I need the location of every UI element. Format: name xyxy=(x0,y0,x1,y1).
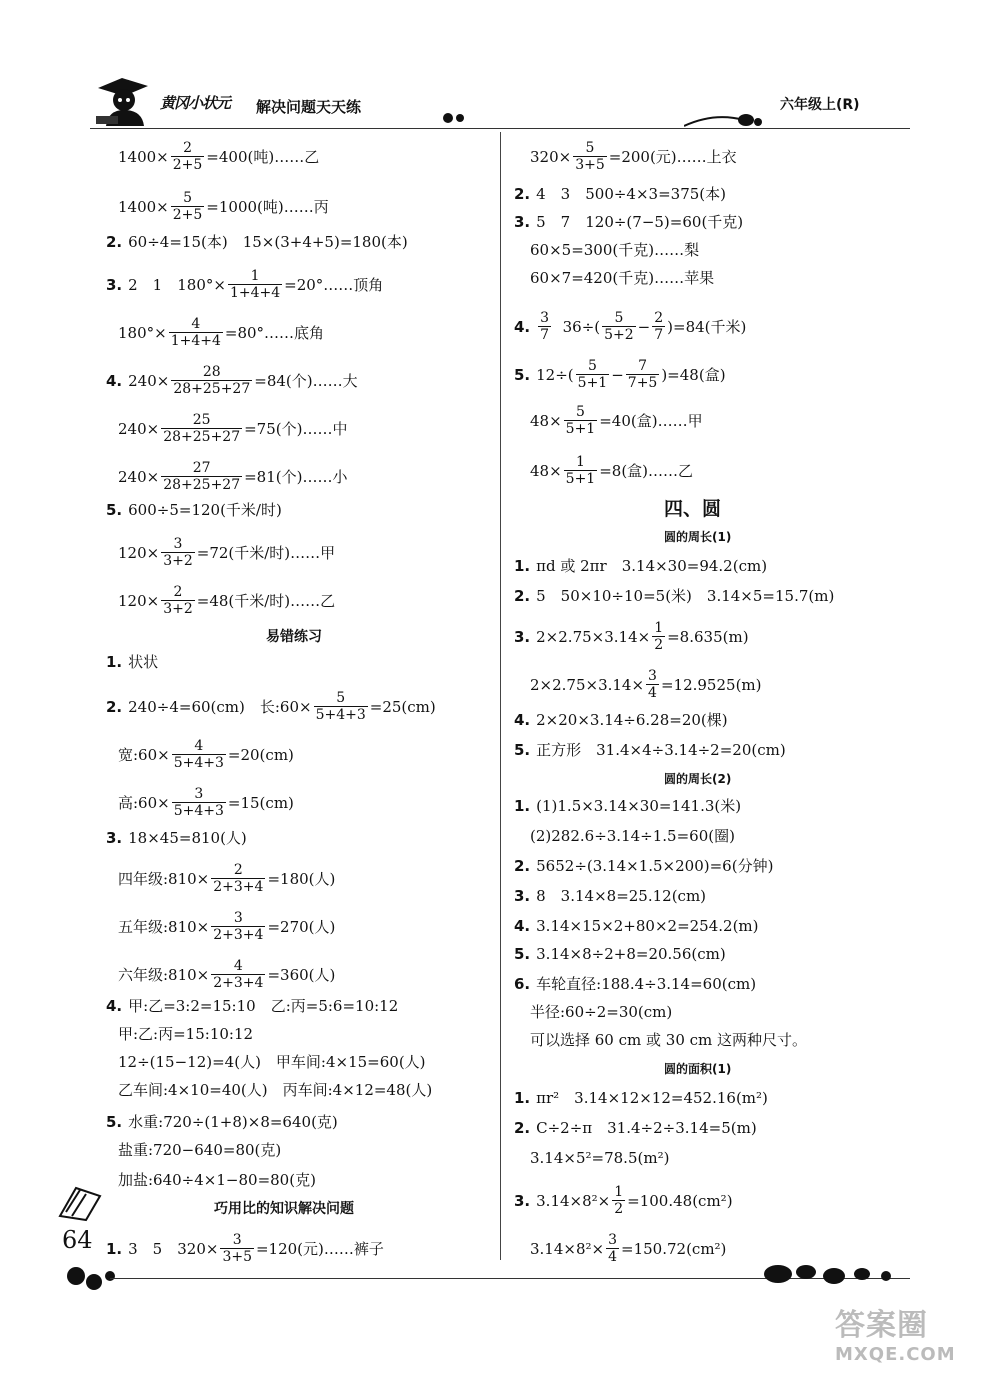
grade-label: 六年级上(R) xyxy=(780,97,860,113)
section-title: 圆的周长(1) xyxy=(664,530,732,544)
scholar-mascot-icon xyxy=(92,70,154,128)
flower-vine-decoration-icon xyxy=(758,1260,908,1292)
answer-line: 2. 5652÷(3.14×1.5×200)=6(分钟) xyxy=(514,857,774,875)
answer-line: 1400× $\frac{5}{2+5}$ =1000(吨)……丙 xyxy=(118,190,329,223)
answer-line: (2)282.6÷3.14÷1.5=60(圈) xyxy=(530,827,735,845)
answer-line: 3. 8 3.14×8=25.12(cm) xyxy=(514,887,707,905)
answer-line: 60×5=300(千克)……梨 xyxy=(530,241,700,259)
answer-line: 3. 18×45=810(人) xyxy=(106,829,247,847)
answer-line: 5. 3.14×8÷2+8=20.56(cm) xyxy=(514,945,726,963)
answer-line: 3. 5 7 120÷(7−5)=60(千克) xyxy=(514,213,744,231)
answer-line: 320× $\frac{5}{3+5}$ =200(元)……上衣 xyxy=(530,140,737,173)
answer-line: 四年级:810× $\frac{2}{2+3+4}$ =180(人) xyxy=(118,862,336,895)
answer-line: 5. 水重:720÷(1+8)×8=640(克) xyxy=(106,1113,338,1131)
answer-line: 1. πd 或 2πr 3.14×30=94.2(cm) xyxy=(514,557,768,575)
answer-line: 4. $\frac{3}{7}$ 36÷( $\frac{5}{5+2}$ − $\frac{2}{7}$ )=84(千米) xyxy=(514,310,747,343)
page-header xyxy=(0,0,1000,140)
answer-line: 半径:60÷2=30(cm) xyxy=(530,1003,673,1021)
answer-line: 3.14×5²=78.5(m²) xyxy=(530,1149,670,1167)
answer-line: 1. 3 5 320× $\frac{3}{3+5}$ =120(元)……裤子 xyxy=(106,1232,384,1265)
brand-logo-text: 黄冈小状元 xyxy=(160,94,231,112)
answer-line: 3.14×8²× $\frac{3}{4}$ =150.72(cm²) xyxy=(530,1232,727,1265)
answer-line: 48× $\frac{5}{5+1}$ =40(盒)……甲 xyxy=(530,404,703,437)
answer-line: 宽:60× $\frac{4}{5+4+3}$ =20(cm) xyxy=(118,738,294,771)
answer-line: 3. 2×2.75×3.14× $\frac{1}{2}$ =8.635(m) xyxy=(514,620,749,653)
answer-line: 180°× $\frac{4}{1+4+4}$ =80°……底角 xyxy=(118,316,325,349)
section-title: 圆的面积(1) xyxy=(664,1062,732,1076)
answer-line: 乙车间:4×10=40(人) 丙车间:4×12=48(人) xyxy=(118,1081,433,1099)
answer-line: 60×7=420(千克)……苹果 xyxy=(530,269,715,287)
answer-line: 1. (1)1.5×3.14×30=141.3(米) xyxy=(514,797,742,815)
answer-line: 五年级:810× $\frac{3}{2+3+4}$ =270(人) xyxy=(118,910,336,943)
answer-line: 可以选择 60 cm 或 30 cm 这两种尺寸。 xyxy=(530,1031,808,1049)
answer-line: 5. 600÷5=120(千米/时) xyxy=(106,501,282,519)
section-title: 圆的周长(2) xyxy=(664,772,732,786)
answer-line: 1400× $\frac{2}{2+5}$ =400(吨)……乙 xyxy=(118,140,320,173)
answer-line: 加盐:640÷4×1−80=80(克) xyxy=(118,1171,316,1189)
answer-line: 3. 2 1 180°× $\frac{1}{1+4+4}$ =20°……顶角 xyxy=(106,268,384,301)
flower-decoration-icon xyxy=(440,110,470,126)
answer-line: 4. 2×20×3.14÷6.28=20(棵) xyxy=(514,711,728,729)
answer-line: 12÷(15−12)=4(人) 甲车间:4×15=60(人) xyxy=(118,1053,426,1071)
series-title: 解决问题天天练 xyxy=(256,98,362,116)
answer-line: 2. C÷2÷π 31.4÷2÷3.14=5(m) xyxy=(514,1119,757,1137)
section-title: 巧用比的知识解决问题 xyxy=(214,1201,354,1217)
column-divider xyxy=(500,132,501,1260)
answer-line: 2×2.75×3.14× $\frac{3}{4}$ =12.9525(m) xyxy=(530,668,762,701)
answer-line: 2. 5 50×10÷10=5(米) 3.14×5=15.7(m) xyxy=(514,587,835,605)
flower-decoration-icon xyxy=(60,1260,130,1300)
answer-line: 4. 甲:乙=3:2=15:10 乙:丙=5:6=10:12 xyxy=(106,997,399,1015)
answer-line: 48× $\frac{1}{5+1}$ =8(盒)……乙 xyxy=(530,454,694,487)
answer-line: 六年级:810× $\frac{4}{2+3+4}$ =360(人) xyxy=(118,958,336,991)
answer-line: 6. 车轮直径:188.4÷3.14=60(cm) xyxy=(514,975,757,993)
answer-line: 120× $\frac{3}{3+2}$ =72(千米/时)……甲 xyxy=(118,536,336,569)
answer-line: 120× $\frac{2}{3+2}$ =48(千米/时)……乙 xyxy=(118,584,336,617)
answer-line: 5. 正方形 31.4×4÷3.14÷2=20(cm) xyxy=(514,741,786,759)
answer-line: 240× $\frac{25}{28+25+27}$ =75(个)……中 xyxy=(118,412,348,445)
answer-line: 2. 60÷4=15(本) 15×(3+4+5)=180(本) xyxy=(106,233,408,251)
section-title: 易错练习 xyxy=(266,629,322,645)
answer-line: 2. 4 3 500÷4×3=375(本) xyxy=(514,185,726,203)
page-number: 64 xyxy=(62,1226,93,1254)
chapter-title: 四、圆 xyxy=(664,498,722,520)
answer-line: 240× $\frac{27}{28+25+27}$ =81(个)……小 xyxy=(118,460,348,493)
answer-line: 甲:乙:丙=15:10:12 xyxy=(118,1025,254,1043)
header-rule xyxy=(90,128,910,129)
answer-line: 5. 12÷( $\frac{5}{5+1}$ − $\frac{7}{7+5}$ )=48(盒) xyxy=(514,358,726,391)
answer-line: 4. 3.14×15×2+80×2=254.2(m) xyxy=(514,917,759,935)
watermark: 答案圈 MXQE.COM xyxy=(835,1308,956,1365)
answer-line: 盐重:720−640=80(克) xyxy=(118,1141,282,1159)
answer-line: 1. 状状 xyxy=(106,653,159,671)
answer-line: 4. 240× $\frac{28}{28+25+27}$ =84(个)……大 xyxy=(106,364,358,397)
answer-line: 1. πr² 3.14×12×12=452.16(m²) xyxy=(514,1089,768,1107)
answer-line: 高:60× $\frac{3}{5+4+3}$ =15(cm) xyxy=(118,786,294,819)
answer-line: 3. 3.14×8²× $\frac{1}{2}$ =100.48(cm²) xyxy=(514,1184,733,1217)
book-stack-icon xyxy=(56,1178,104,1222)
answer-line: 2. 240÷4=60(cm) 长:60× $\frac{5}{5+4+3}$ =25(cm) xyxy=(106,690,436,723)
